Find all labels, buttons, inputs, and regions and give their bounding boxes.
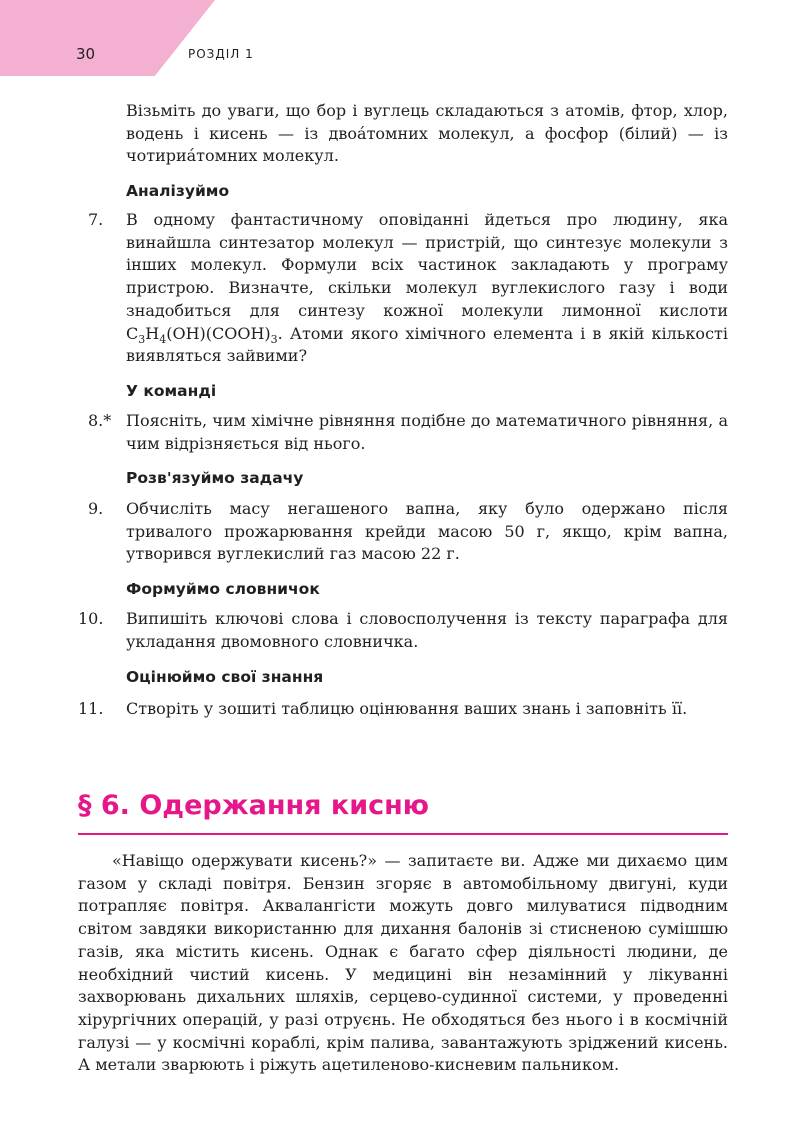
page-corner-tab [0,0,215,76]
task-number-8: 8.* [88,411,112,430]
heading-glossary: Формуймо словничок [126,580,320,598]
heading-self-assessment: Оцінюймо свої знання [126,668,324,686]
task-11-text: Створіть у зошиті таблицю оцінювання ваших знань і заповніть її. [126,699,688,718]
task-7-text [126,209,728,368]
task-number-11: 11. [78,699,104,718]
body-paragraph: «Навіщо одержувати кисень?» — запитаєте ви. Адже ми дихаємо цим газом у складі повітря. Бензин згоряє в автомобільному двигуні, куди потрапляє повітря. Аквалангісти можуть довго милуватися підводним світом завдяки використанню для дихання балонів зі стисненою сумішшю газів, яка містить кисень. Однак є багато сфер діяльності людини, де необхідний чистий кисень. У медицині він незамінний у лікуванні захворювань дихальних шляхів, серцево-судинної системи, у проведенні хірургічних операцій, у разі отруєнь. Не обходяться без нього і в космічній галузі — у космічні кораблі, крім палива, завантажують зріджений кисень. А метали зварюють і ріжуть ацетиленово-кисневим пальником. [78,851,728,1075]
heading-team: У команді [126,382,217,400]
intro-paragraph: Візьміть до уваги, що бор і вуглець складаються з атомів, фтор, хлор, водень і кисень — із двоа́томних молекул, а фосфор (білий) — із чотириа́томних молекул. [126,101,728,166]
task-10-text: Випишіть ключові слова і словосполучення із тексту параграфа для укладання двомовного словничка. [126,609,728,651]
task-number-10: 10. [78,609,104,628]
section-label: РОЗДІЛ 1 [188,47,254,61]
heading-solve-problem: Розв'язуймо задачу [126,469,304,487]
paragraph-title: § 6. Одержання кисню [78,790,430,821]
task-7-text-after: . Атоми якого хімічного елемента і в якій кількості виявляться зайвими? [126,323,728,366]
task-number-9: 9. [88,499,104,518]
task-7-text-before: В одному фантастичному оповіданні йдеться про людину, яка винайшла синтезатор молекул — пристрій, що синтезує молекули з інших молекул. Формули всіх частинок закладають у програму пристрою. Визначте, скільки молекул вуглекислого газу і води знадобиться для синтезу кожної молекули лимонної кислоти [126,210,728,320]
title-underline [78,833,728,835]
heading-analyze: Аналізуймо [126,182,230,200]
task-number-7: 7. [88,210,104,229]
citric-acid-formula: $C_3H_4(OH)(COOH)_3$ [126,323,278,346]
task-9-text: Обчисліть масу негашеного вапна, яку було одержано після тривалого прожарювання крейди масою 50 г, якщо, крім вапна, утворився вуглекислий газ масою 22 г. [126,499,728,564]
page-number: 30 [76,45,96,63]
task-8-text: Поясніть, чим хімічне рівняння подібне до математичного рівняння, а чим відрізняється від нього. [126,411,728,453]
